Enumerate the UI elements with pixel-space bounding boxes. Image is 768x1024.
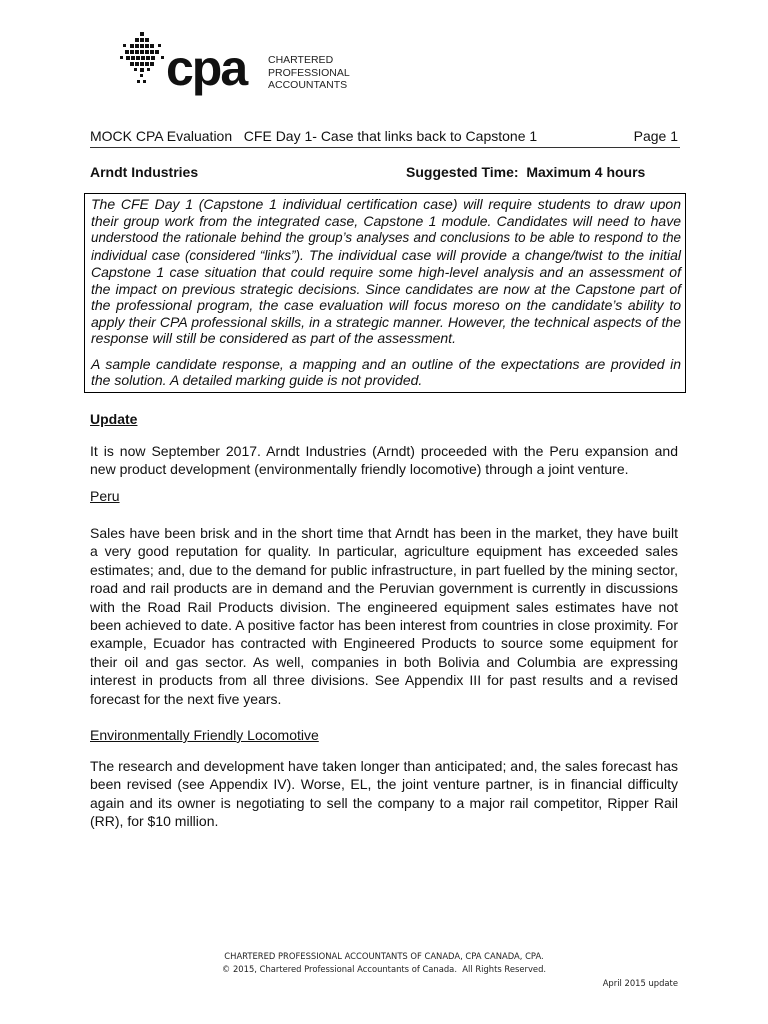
logo-line-3: ACCOUNTANTS — [268, 79, 348, 91]
suggested-time: Suggested Time: Maximum 4 hours — [406, 164, 646, 180]
intro-text-part-1: The CFE Day 1 (Capstone 1 individual certification case) will require students to draw upon their group work from the integrated case, Capstone 1 module. Candidates will need to have — [91, 196, 681, 229]
cpa-logo — [120, 30, 360, 110]
footer-date: April 2015 update — [602, 978, 678, 988]
locomotive-body: The research and development have taken longer than anticipated; and, the sales forecast has been revised (see Appendix IV). Worse, EL, the joint venture partner, is in financial difficulty again and its owner is negotiating to sell the company to a major rail competitor, Ripper Rail (RR), for $10 million. — [90, 758, 678, 830]
locomotive-heading: Environmentally Friendly Locomotive — [90, 727, 319, 743]
intro-box — [84, 193, 686, 393]
document-title: MOCK CPA Evaluation CFE Day 1- Case that links back to Capstone 1 — [90, 128, 538, 144]
update-heading: Update — [90, 411, 138, 427]
document-header — [90, 127, 680, 148]
intro-paragraph-2: A sample candidate response, a mapping and an outline of the expectations are provided in the solution. A detailed marking guide is not provided. — [91, 355, 681, 388]
page-footer — [0, 950, 768, 976]
footer-line-1: CHARTERED PROFESSIONAL ACCOUNTANTS OF CANADA, CPA CANADA, CPA. — [224, 951, 544, 961]
intro-text-part-2: understood the rationale behind the group’s analyses and conclusions to be able to respond to the individual case (considered “links”) — [91, 230, 681, 263]
intro-paragraph-1 — [91, 196, 681, 347]
peru-heading: Peru — [90, 488, 120, 504]
intro-text-part-3: . The individual case will provide a change/twist to the initial Capstone 1 case situation that could require some high-level analysis and an assessment of the impact on previous strategic decisions. Since candidates are now at the Capstone part of the professional program, the case evaluation will focus moreso on the candidate’s ability to apply their CPA professional skills, in a strategic manner. However, the technical aspects of the response will still be considered as part of the assessment. — [91, 246, 681, 346]
peru-body: Sales have been brisk and in the short time that Arndt has been in the market, they have built a very good reputation for quality. In particular, agriculture equipment has exceeded sales estimates; and, due to the demand for public infrastructure, in part fuelled by the mining sector, road and rail products are in demand and the Peruvian government is currently in discussions with the Road Rail Products division. The engineered equipment sales estimates have not been achieved to date. A positive factor has been interest from countries in close proximity. For example, Ecuador has contracted with Engineered Products to source some equipment for their oil and gas sector. As well, companies in both Bolivia and Columbia are expressing interest in products from all three divisions. See Appendix III for past results and a revised forecast for the next five years. — [90, 525, 678, 707]
company-name: Arndt Industries — [90, 164, 199, 180]
logo-line-1: CHARTERED — [268, 54, 334, 66]
logo-line-2: PROFESSIONAL — [268, 66, 350, 79]
update-body: It is now September 2017. Arndt Industries (Arndt) proceeded with the Peru expansion and new product development (environmentally friendly locomotive) through a joint venture. — [90, 443, 678, 478]
case-subheader — [90, 163, 680, 181]
page-number: Page 1 — [633, 128, 678, 144]
footer-line-2: © 2015, Chartered Professional Accountants of Canada. All Rights Reserved. — [221, 964, 547, 974]
cpa-wordmark: cpa — [166, 40, 247, 96]
logo-tagline — [268, 54, 350, 92]
